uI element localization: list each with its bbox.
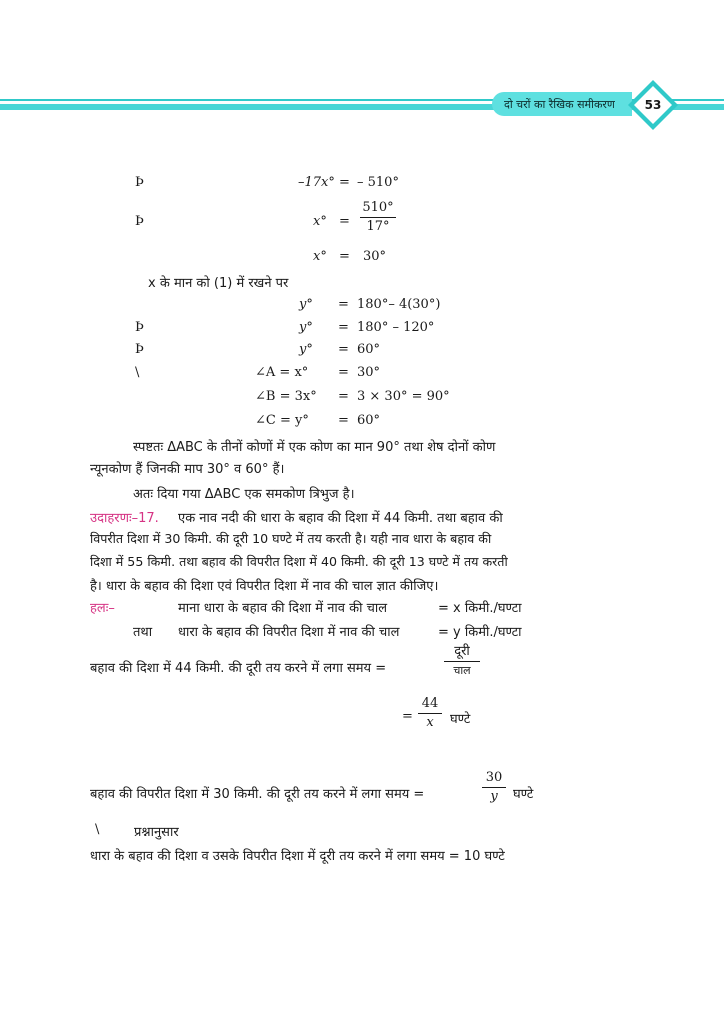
equation-lhs: y°: [299, 342, 313, 357]
fraction-denominator: y: [490, 789, 498, 804]
example-line: दिशा में 55 किमी. तथा बहाव की विपरीत दिशा में 40 किमी. की दूरी 13 घण्टे में तय करती: [90, 554, 508, 569]
therefore-symbol: \: [135, 365, 140, 380]
implies-symbol: Þ: [135, 175, 144, 190]
implies-symbol: Þ: [135, 214, 144, 229]
equation-lhs: x°: [313, 249, 327, 264]
fraction-denominator: चाल: [453, 664, 471, 677]
solution-label: हलः–: [90, 601, 115, 616]
solution-value: = x किमी./घण्टा: [438, 601, 522, 616]
fraction-bar: [418, 713, 442, 714]
fraction-numerator: 44: [421, 696, 439, 711]
fraction: [444, 644, 480, 679]
equation-lhs: –17x°: [298, 175, 335, 190]
equals-sign: =: [338, 389, 349, 404]
equals-sign: =: [338, 320, 349, 335]
fraction: [418, 696, 442, 731]
unit-hours: घण्टे: [513, 787, 534, 802]
time-upstream-text: बहाव की विपरीत दिशा में 30 किमी. की दूरी तय करने में लगा समय =: [90, 787, 425, 802]
equation-rhs: 60°: [357, 342, 381, 357]
according-text: प्रश्नानुसार: [134, 825, 179, 840]
equation-rhs: 180°– 4(30°): [357, 297, 441, 312]
fraction: [482, 770, 506, 805]
paragraph-line: अतः दिया गया ΔABC एक समकोण त्रिभुज है।: [133, 487, 355, 502]
fraction-bar: [360, 217, 396, 218]
solution-line: माना धारा के बहाव की दिशा में नाव की चाल: [178, 601, 388, 616]
solution-prefix: तथा: [133, 625, 153, 640]
implies-symbol: Þ: [135, 342, 144, 357]
equals-sign: =: [339, 249, 350, 264]
fraction-numerator: 510°: [362, 200, 394, 215]
equals-sign: =: [402, 709, 413, 724]
final-line: धारा के बहाव की दिशा व उसके विपरीत दिशा में दूरी तय करने में लगा समय = 10 घण्टे: [90, 849, 505, 864]
equation-lhs: x°: [313, 214, 327, 229]
equation-rhs: – 510°: [357, 175, 399, 190]
fraction-numerator: दूरी: [454, 644, 470, 659]
equation-rhs: 30°: [357, 365, 381, 380]
equation-lhs: y°: [299, 320, 313, 335]
equation-rhs: 3 × 30° = 90°: [357, 389, 450, 404]
angle-equation-lhs: ∠B = 3x°: [255, 389, 317, 404]
page-number: 53: [644, 98, 662, 112]
fraction: [360, 200, 396, 235]
chapter-title: दो चरों का रैखिक समीकरण: [504, 98, 615, 111]
angle-equation-lhs: ∠C = y°: [255, 413, 309, 428]
equals-sign: =: [338, 342, 349, 357]
equation-rhs: 180° – 120°: [357, 320, 435, 335]
solution-value: = y किमी./घण्टा: [438, 625, 522, 640]
equation-rhs: 30°: [363, 249, 387, 264]
equation-lhs: y°: [299, 297, 313, 312]
paragraph-line: स्पष्टतः ΔABC के तीनों कोणों में एक कोण का मान 90° तथा शेष दोनों कोण: [133, 440, 496, 455]
equals-sign: =: [338, 365, 349, 380]
implies-symbol: Þ: [135, 320, 144, 335]
example-label: उदाहरणः–17.: [90, 511, 159, 526]
unit-hours: घण्टे: [450, 712, 471, 727]
equals-sign: =: [338, 297, 349, 312]
time-downstream-text: बहाव की दिशा में 44 किमी. की दूरी तय करने में लगा समय =: [90, 661, 387, 676]
equals-sign: =: [339, 175, 350, 190]
fraction-bar: [444, 661, 480, 662]
example-line: विपरीत दिशा में 30 किमी. की दूरी 10 घण्टे में तय करती है। यही नाव धारा के बहाव की: [90, 531, 492, 546]
equals-sign: =: [339, 214, 350, 229]
equation-rhs: 60°: [357, 413, 381, 428]
fraction-bar: [482, 787, 506, 788]
therefore-symbol: \: [95, 822, 100, 837]
equals-sign: =: [338, 413, 349, 428]
angle-equation-lhs: ∠A = x°: [255, 365, 309, 380]
fraction-denominator: x: [426, 715, 434, 730]
solution-line: धारा के बहाव की विपरीत दिशा में नाव की चाल: [178, 625, 400, 640]
paragraph-line: न्यूनकोण हैं जिनकी माप 30° व 60° हैं।: [90, 462, 285, 477]
example-line: एक नाव नदी की धारा के बहाव की दिशा में 44 किमी. तथा बहाव की: [178, 511, 503, 526]
fraction-numerator: 30: [485, 770, 503, 785]
fraction-denominator: 17°: [366, 219, 390, 234]
substitution-text: x के मान को (1) में रखने पर: [148, 276, 289, 291]
example-line: है। धारा के बहाव की दिशा एवं विपरीत दिशा में नाव की चाल ज्ञात कीजिए।: [90, 579, 439, 594]
